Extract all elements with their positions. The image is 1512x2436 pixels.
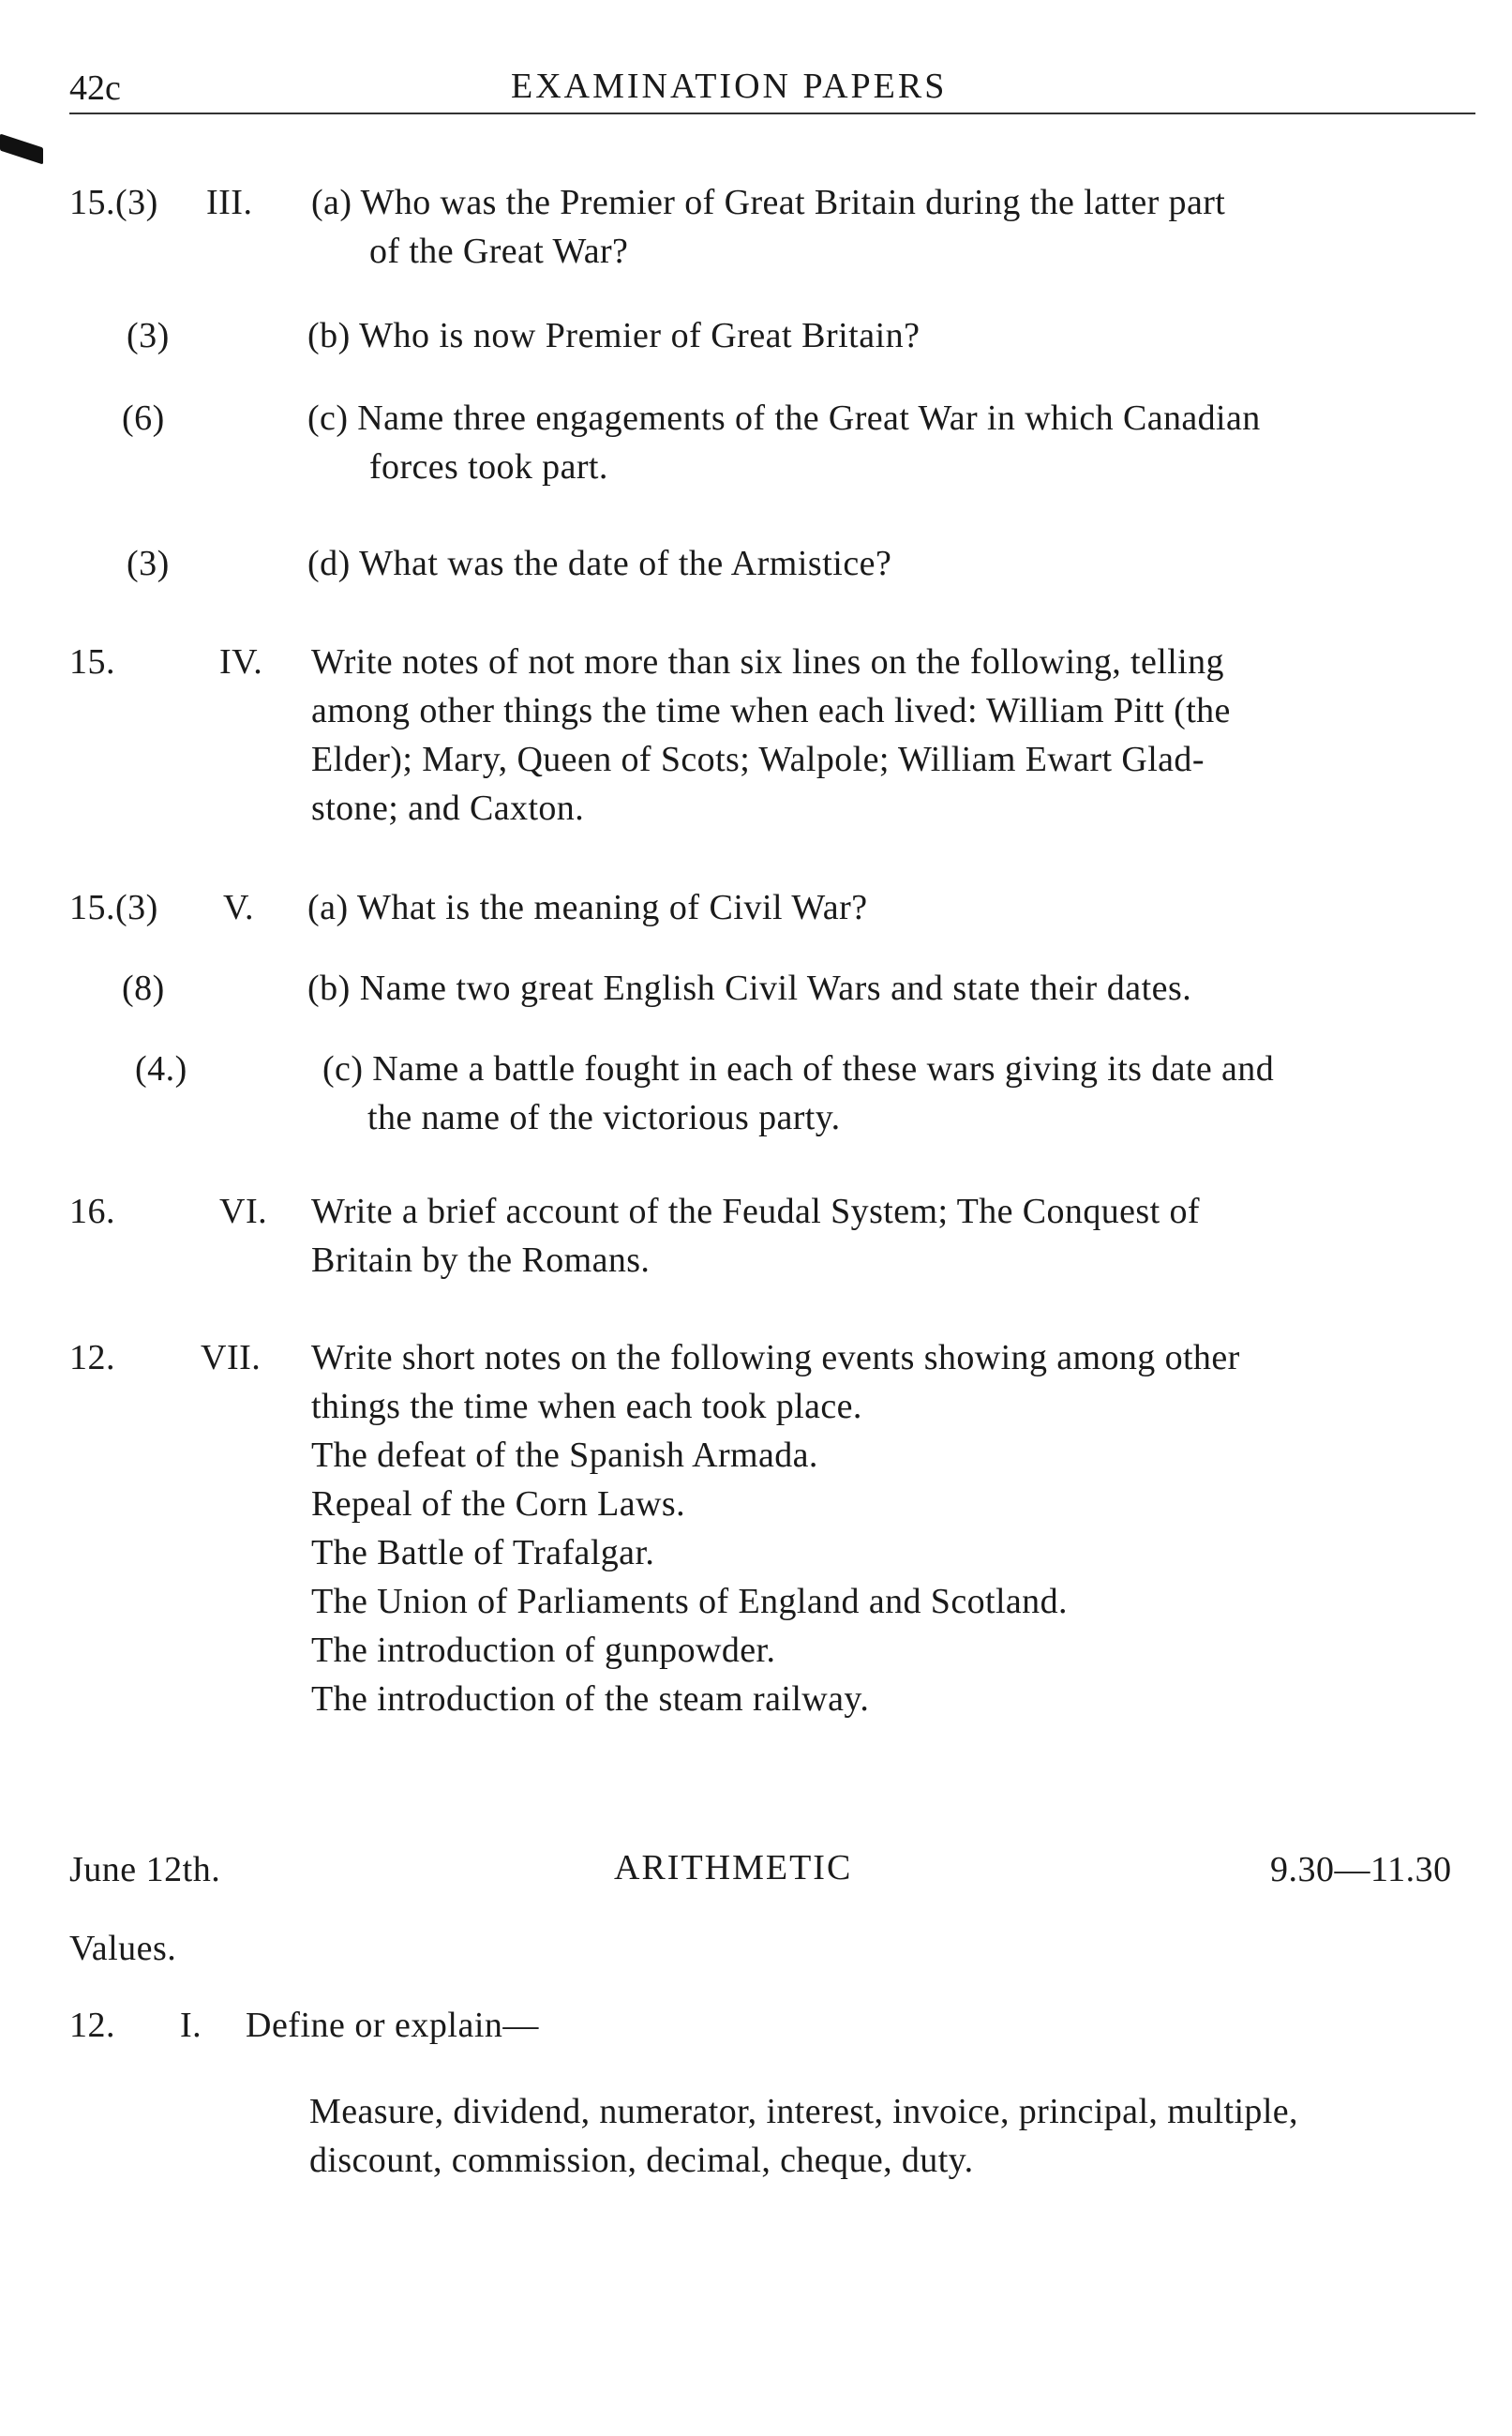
q5-c-marks: (4.): [135, 1049, 187, 1089]
q7-line: things the time when each took place.: [311, 1387, 862, 1426]
terms-line: Measure, dividend, numerator, interest, invoice, principal, multiple,: [309, 2092, 1298, 2131]
values-label: Values.: [69, 1929, 177, 1968]
q5-c-line: (c) Name a battle fought in each of these wars giving its date and: [322, 1049, 1275, 1089]
q4-marks: 15.: [69, 642, 115, 682]
q3-part-b: (b) Who is now Premier of Great Britain?: [307, 316, 921, 355]
q3-part-c: [307, 394, 1474, 491]
subject-title: ARITHMETIC: [614, 1848, 853, 1887]
q7-event: Repeal of the Corn Laws.: [311, 1484, 685, 1524]
q7-body: [311, 1333, 1474, 1723]
q7-marks: 12.: [69, 1338, 115, 1377]
q3-c-marks: (6): [122, 398, 165, 438]
q7-event: The Union of Parliaments of England and Scotland.: [311, 1582, 1068, 1621]
q7-numeral: VII.: [201, 1338, 262, 1377]
q5-numeral: V.: [223, 888, 255, 927]
q5-marks: 15.(3): [69, 888, 158, 927]
q7-event: The introduction of the steam railway.: [311, 1679, 870, 1719]
q3-a-line: (a) Who was the Premier of Great Britain during the latter part: [311, 183, 1226, 222]
exam-time: 9.30—11.30: [1270, 1850, 1452, 1889]
running-title: EXAMINATION PAPERS: [511, 67, 948, 106]
q3-b-marks: (3): [127, 316, 170, 355]
q6-body: [311, 1187, 1474, 1285]
q4-line: Write notes of not more than six lines on the following, telling: [311, 642, 1224, 682]
q5-part-a: (a) What is the meaning of Civil War?: [307, 888, 868, 927]
q5-b-marks: (8): [122, 969, 165, 1008]
header-rule: [69, 113, 1475, 114]
q3-marks: 15.(3): [69, 183, 158, 222]
q7-event: The introduction of gunpowder.: [311, 1631, 776, 1670]
q3-numeral: III.: [206, 183, 253, 222]
arith-q1-marks: 12.: [69, 2006, 115, 2045]
arith-q1-prompt: Define or explain—: [246, 2006, 539, 2045]
q3-c-line: (c) Name three engagements of the Great War in which Canadian: [307, 398, 1261, 438]
q4-line: among other things the time when each lived: William Pitt (the: [311, 691, 1231, 730]
q3-d-marks: (3): [127, 544, 170, 583]
q3-c-line: forces took part.: [369, 447, 608, 487]
arith-q1-numeral: I.: [180, 2006, 202, 2045]
q3-part-a: [311, 178, 1474, 276]
q5-part-b: (b) Name two great English Civil Wars and state their dates.: [307, 969, 1192, 1008]
page-number: 42c: [69, 68, 121, 108]
q3-part-d: (d) What was the date of the Armistice?: [307, 544, 892, 583]
arith-q1-terms: [309, 2087, 1474, 2185]
q5-c-line: the name of the victorious party.: [367, 1098, 841, 1137]
q6-numeral: VI.: [219, 1192, 268, 1231]
exam-date: June 12th.: [69, 1850, 221, 1889]
terms-line: discount, commission, decimal, cheque, duty.: [309, 2141, 974, 2180]
q7-event: The defeat of the Spanish Armada.: [311, 1436, 818, 1475]
q3-a-line: of the Great War?: [369, 232, 629, 271]
q4-numeral: IV.: [219, 642, 263, 682]
q5-part-c: [322, 1045, 1474, 1142]
q6-line: Britain by the Romans.: [311, 1241, 651, 1280]
q7-line: Write short notes on the following events showing among other: [311, 1338, 1240, 1377]
scan-edge-mark: [0, 134, 43, 165]
q4-body: [311, 638, 1474, 833]
q4-line: stone; and Caxton.: [311, 789, 585, 828]
q6-marks: 16.: [69, 1192, 115, 1231]
q7-event: The Battle of Trafalgar.: [311, 1533, 655, 1572]
q4-line: Elder); Mary, Queen of Scots; Walpole; William Ewart Glad-: [311, 740, 1205, 779]
q6-line: Write a brief account of the Feudal System; The Conquest of: [311, 1192, 1200, 1231]
